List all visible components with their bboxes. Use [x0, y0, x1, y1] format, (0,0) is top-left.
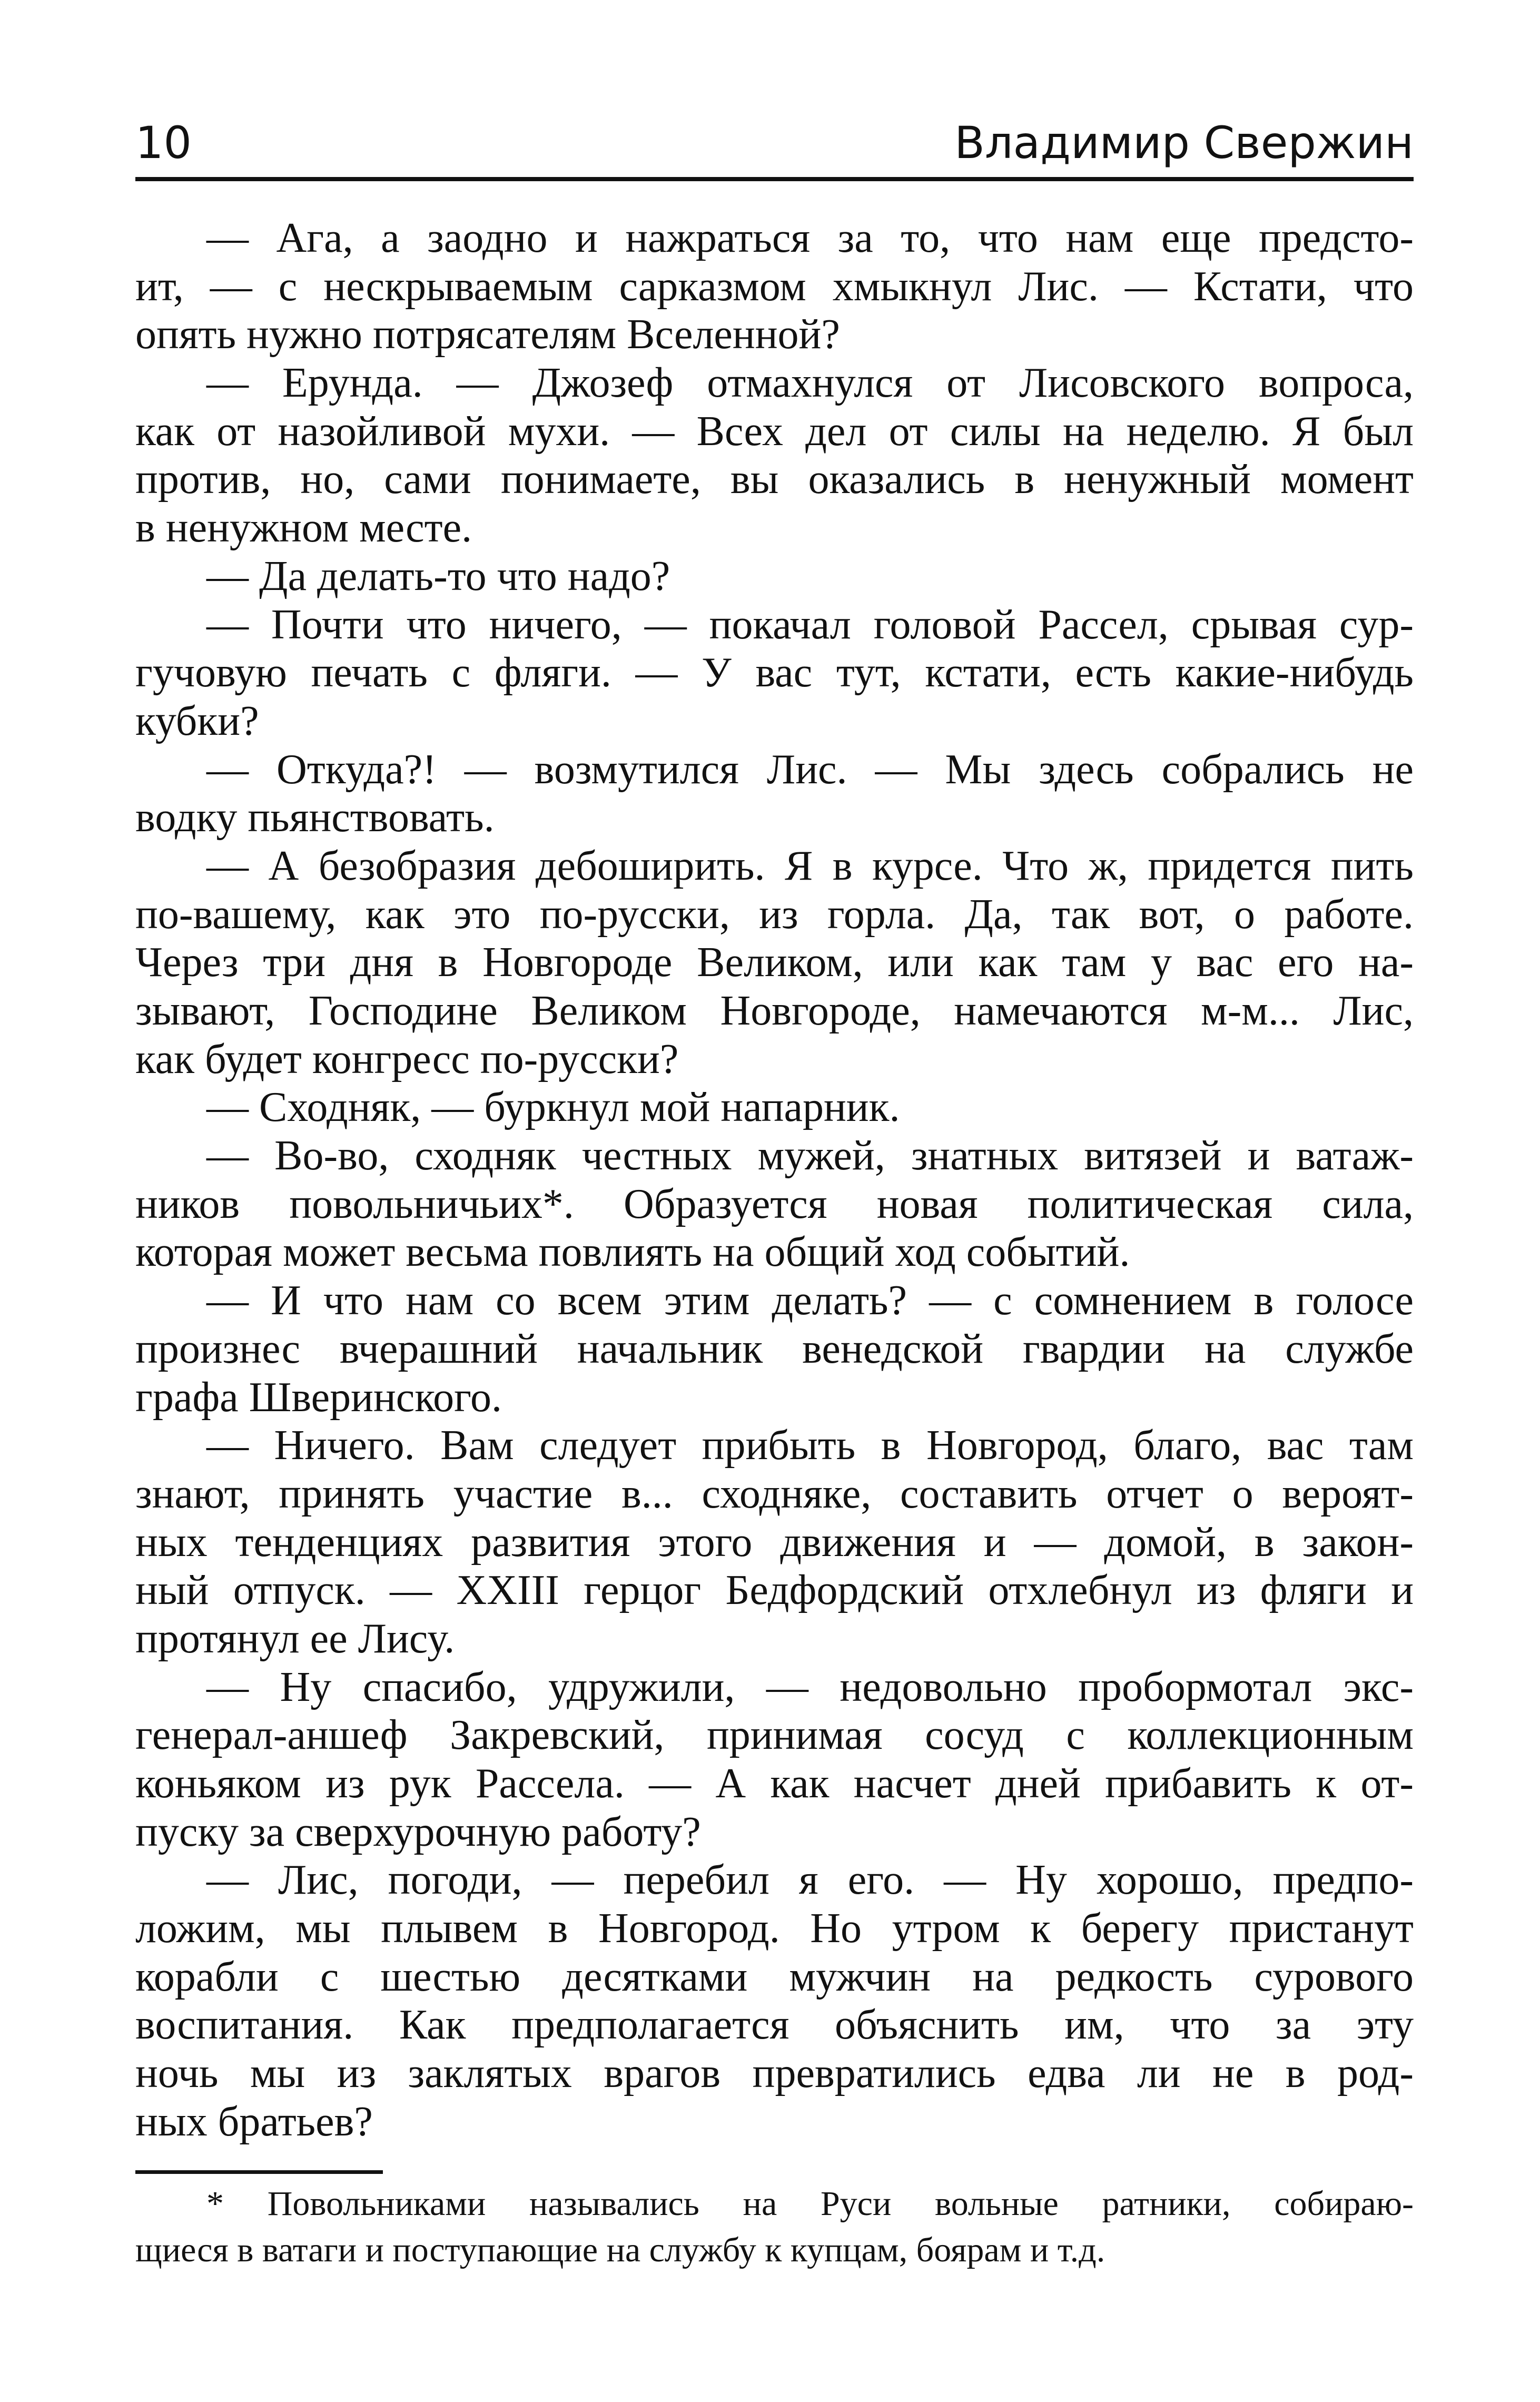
text-line: против, но, сами понимаете, вы оказались в ненужный момент — [135, 456, 1414, 503]
paragraph — [135, 1856, 1414, 2146]
text-line: произнес вчерашний начальник венедской гвардии на службе — [135, 1325, 1414, 1372]
text-line: ных братьев? — [135, 2098, 373, 2145]
text-line: зывают, Господине Великом Новгороде, намечаются м-м... Лис, — [135, 988, 1414, 1034]
paragraph — [135, 1422, 1414, 1663]
text-line: в ненужном месте. — [135, 505, 472, 552]
text-line: — Почти что ничего, — покачал головой Рассел, срывая сур- — [206, 601, 1414, 648]
footnote — [135, 2181, 1414, 2273]
text-line: водку пьянствовать. — [135, 794, 495, 841]
text-line: — А безобразия дебоширить. Я в курсе. Что ж, придется пить — [206, 842, 1414, 889]
text-line: — Сходняк, — буркнул мой напарник. — [206, 1084, 900, 1131]
text-line: Через три дня в Новгороде Великом, или как там у вас его на- — [135, 939, 1414, 986]
text-line: — Лис, погоди, — перебил я его. — Ну хорошо, предпо- — [206, 1857, 1414, 1904]
text-line: — Ерунда. — Джозеф отмахнулся от Лисовского вопроса, — [206, 360, 1414, 407]
text-line: корабли с шестью десятками мужчин на редкость сурового — [135, 1953, 1414, 2000]
text-line: знают, принять участие в... сходняке, составить отчет о вероят- — [135, 1470, 1414, 1517]
footnote-rule — [135, 2170, 383, 2174]
paragraph — [135, 553, 1414, 601]
running-head-author: Владимир Свержин — [954, 117, 1414, 169]
text-line: гучовую печать с фляги. — У вас тут, кстати, есть какие-нибудь — [135, 649, 1414, 696]
text-line: ных тенденциях развития этого движения и — домой, в закон- — [135, 1519, 1414, 1566]
paragraph — [135, 1663, 1414, 1857]
text-line: коньяком из рук Рассела. — А как насчет дней прибавить к от- — [135, 1760, 1414, 1807]
text-line: графа Шверинского. — [135, 1374, 502, 1421]
paragraph — [135, 1132, 1414, 1277]
body-text — [135, 214, 1414, 2147]
paragraph — [135, 1277, 1414, 1422]
text-line: — Во-во, сходняк честных мужей, знатных витязей и ватаж- — [206, 1133, 1414, 1179]
text-line: воспитания. Как предполагается объяснить им, что за эту — [135, 2002, 1414, 2049]
text-line: ников повольничьих*. Образуется новая политическая сила, — [135, 1180, 1414, 1227]
text-line: — Ага, а заодно и нажраться за то, что нам еще предсто- — [206, 215, 1414, 261]
paragraph — [135, 746, 1414, 842]
text-line: ложим, мы плывем в Новгород. Но утром к берегу пристанут — [135, 1905, 1414, 1952]
text-line: пуску за сверхурочную работу? — [135, 1808, 701, 1855]
text-line: как от назойливой мухи. — Всех дел от силы на неделю. Я был — [135, 408, 1414, 455]
text-line: по-вашему, как это по-русски, из горла. Да, так вот, о работе. — [135, 891, 1414, 938]
text-line: протянул ее Лису. — [135, 1615, 455, 1662]
footnote-line: * Повольниками назывались на Руси вольные ратники, собираю- — [206, 2184, 1414, 2223]
paragraph — [135, 359, 1414, 553]
footnote-line: щиеся в ватаги и поступающие на службу к купцам, боярам и т.д. — [135, 2231, 1105, 2269]
text-line: — Ну спасибо, удружили, — недовольно пробормотал экс- — [206, 1663, 1414, 1710]
paragraph — [135, 601, 1414, 746]
text-line: ит, — с нескрываемым сарказмом хмыкнул Лис. — Кстати, что — [135, 263, 1414, 310]
text-line: которая может весьма повлиять на общий ход событий. — [135, 1229, 1130, 1276]
text-line: — Откуда?! — возмутился Лис. — Мы здесь собрались не — [206, 746, 1414, 793]
paragraph — [135, 842, 1414, 1084]
paragraph — [135, 1084, 1414, 1132]
paragraph — [135, 214, 1414, 359]
text-line: опять нужно потрясателям Вселенной? — [135, 311, 840, 358]
text-line: кубки? — [135, 697, 259, 744]
page-number: 10 — [135, 117, 192, 169]
header-rule — [135, 177, 1414, 181]
text-line: — Да делать-то что надо? — [206, 553, 670, 599]
text-line: генерал-аншеф Закревский, принимая сосуд с коллекционным — [135, 1712, 1414, 1759]
text-line: как будет конгресс по-русски? — [135, 1036, 679, 1082]
running-header — [135, 117, 1414, 170]
text-line: ночь мы из заклятых врагов превратились едва ли не в род- — [135, 2050, 1414, 2097]
text-line: — Ничего. Вам следует прибыть в Новгород, благо, вас там — [206, 1422, 1414, 1469]
text-line: ный отпуск. — XXIII герцог Бедфордский отхлебнул из фляги и — [135, 1567, 1414, 1614]
text-line: — И что нам со всем этим делать? — с сомнением в голосе — [206, 1277, 1414, 1324]
